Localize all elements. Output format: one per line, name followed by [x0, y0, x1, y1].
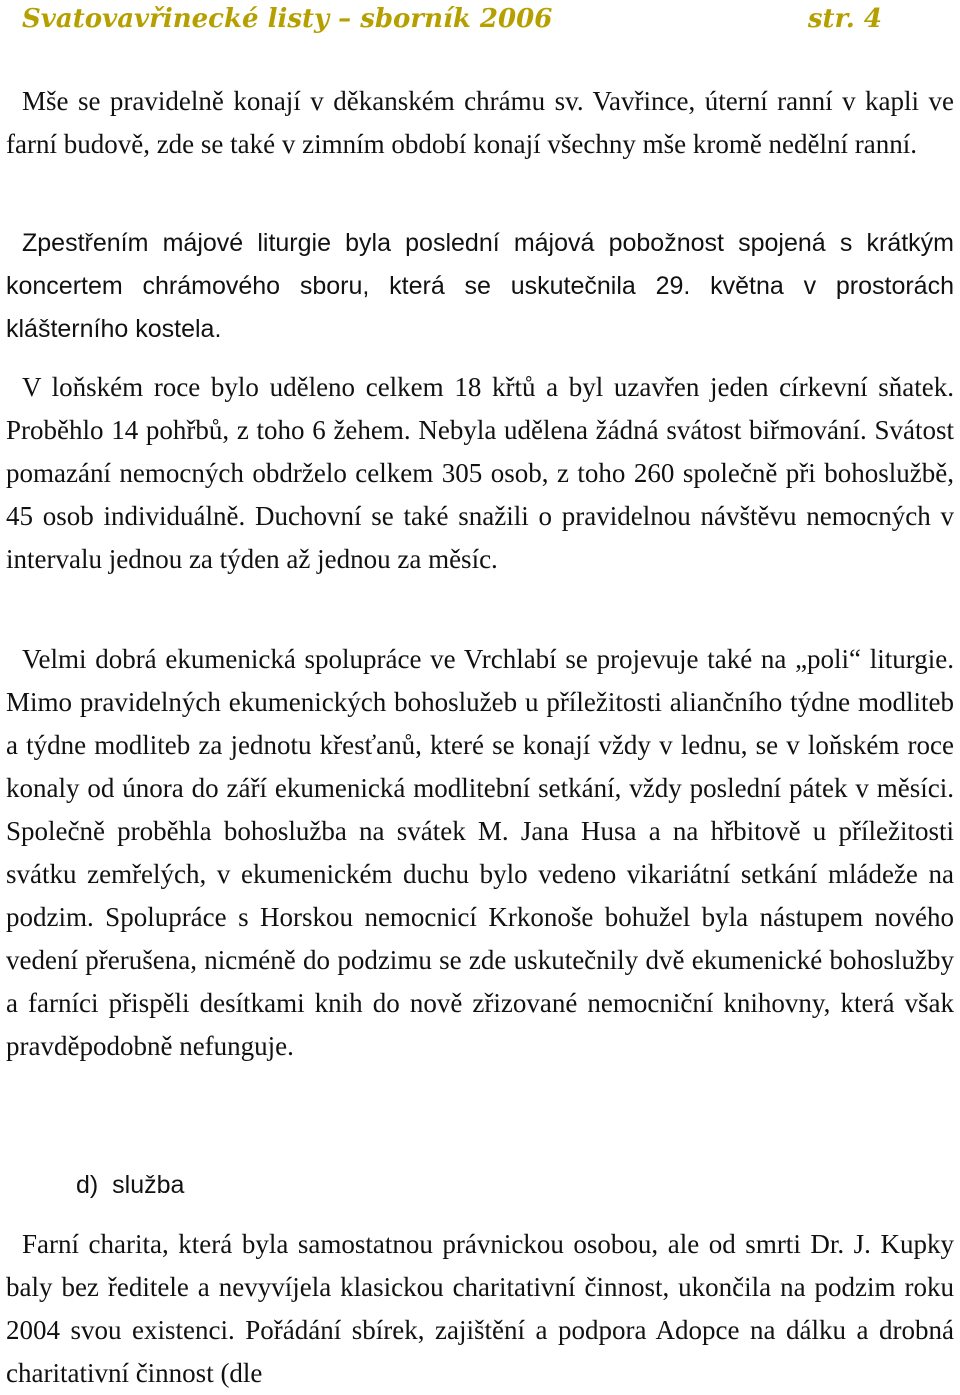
- section-title: služba: [112, 1171, 185, 1199]
- section-label: d): [76, 1171, 99, 1199]
- page-header: [0, 0, 960, 48]
- page-number: str. 4: [807, 4, 882, 34]
- publication-title: Svatovavřinecké listy – sborník 2006: [22, 4, 553, 34]
- paragraph-masses: Mše se pravidelně konají v děkanském chrámu sv. Vavřince, úterní ranní v kapli ve farní budově, zde se také v zimním období konají všechny mše kromě nedělní ranní.: [6, 86, 954, 159]
- paragraph-charity: Farní charita, která byla samostatnou právnickou osobou, ale od smrti Dr. J. Kupky baly bez ředitele a nevyvíjela klasickou charitativní činnost, ukončila na podzim roku 2004 svou existenci. Pořádání sbírek, zajištění a podpora Adopce na dálku a drobná charitativní činnost (dle: [6, 1229, 954, 1388]
- section-heading: [76, 1164, 184, 1207]
- paragraph-may-liturgy: Zpestřením májové liturgie byla poslední májová pobožnost spojená s krátkým koncertem chrámového sboru, která se uskutečnila 29. května v prostorách klášterního kostela.: [6, 229, 954, 343]
- paragraph-ecumenical: Velmi dobrá ekumenická spolupráce ve Vrchlabí se projevuje také na „poli“ liturgie. Mimo pravidelných ekumenických bohoslužeb u příležitosti aliančního týdne modliteb a týdne modliteb za jednotu křesťanů, které se konají vždy v lednu, se v loňském roce konaly od února do září ekumenická modlitební setkání, vždy poslední pátek v měsíci. Společně proběhla bohoslužba na svátek M. Jana Husa a na hřbitově u příležitosti svátku zemřelých, v ekumenickém duchu bylo vedeno vikariátní setkání mládeže na podzim. Spolupráce s Horskou nemocnicí Krkonoše bohužel byla nástupem nového vedení přerušena, nicméně do podzimu se zde uskutečnily dvě ekumenické bohoslužby a farníci přispěli desítkami knih do nově zřizované nemocniční knihovny, která však pravděpodobně nefunguje.: [6, 644, 954, 1061]
- paragraph-sacraments: V loňském roce bylo uděleno celkem 18 křtů a byl uzavřen jeden církevní sňatek. Proběhlo 14 pohřbů, z toho 6 žehem. Nebyla udělena žádná svátost biřmování. Svátost pomazání nemocných obdrželo celkem 305 osob, z toho 260 společně při bohoslužbě, 45 osob individuálně. Duchovní se také snažili o pravidelnou návštěvu nemocných v intervalu jednou za týden až jednou za měsíc.: [6, 372, 954, 574]
